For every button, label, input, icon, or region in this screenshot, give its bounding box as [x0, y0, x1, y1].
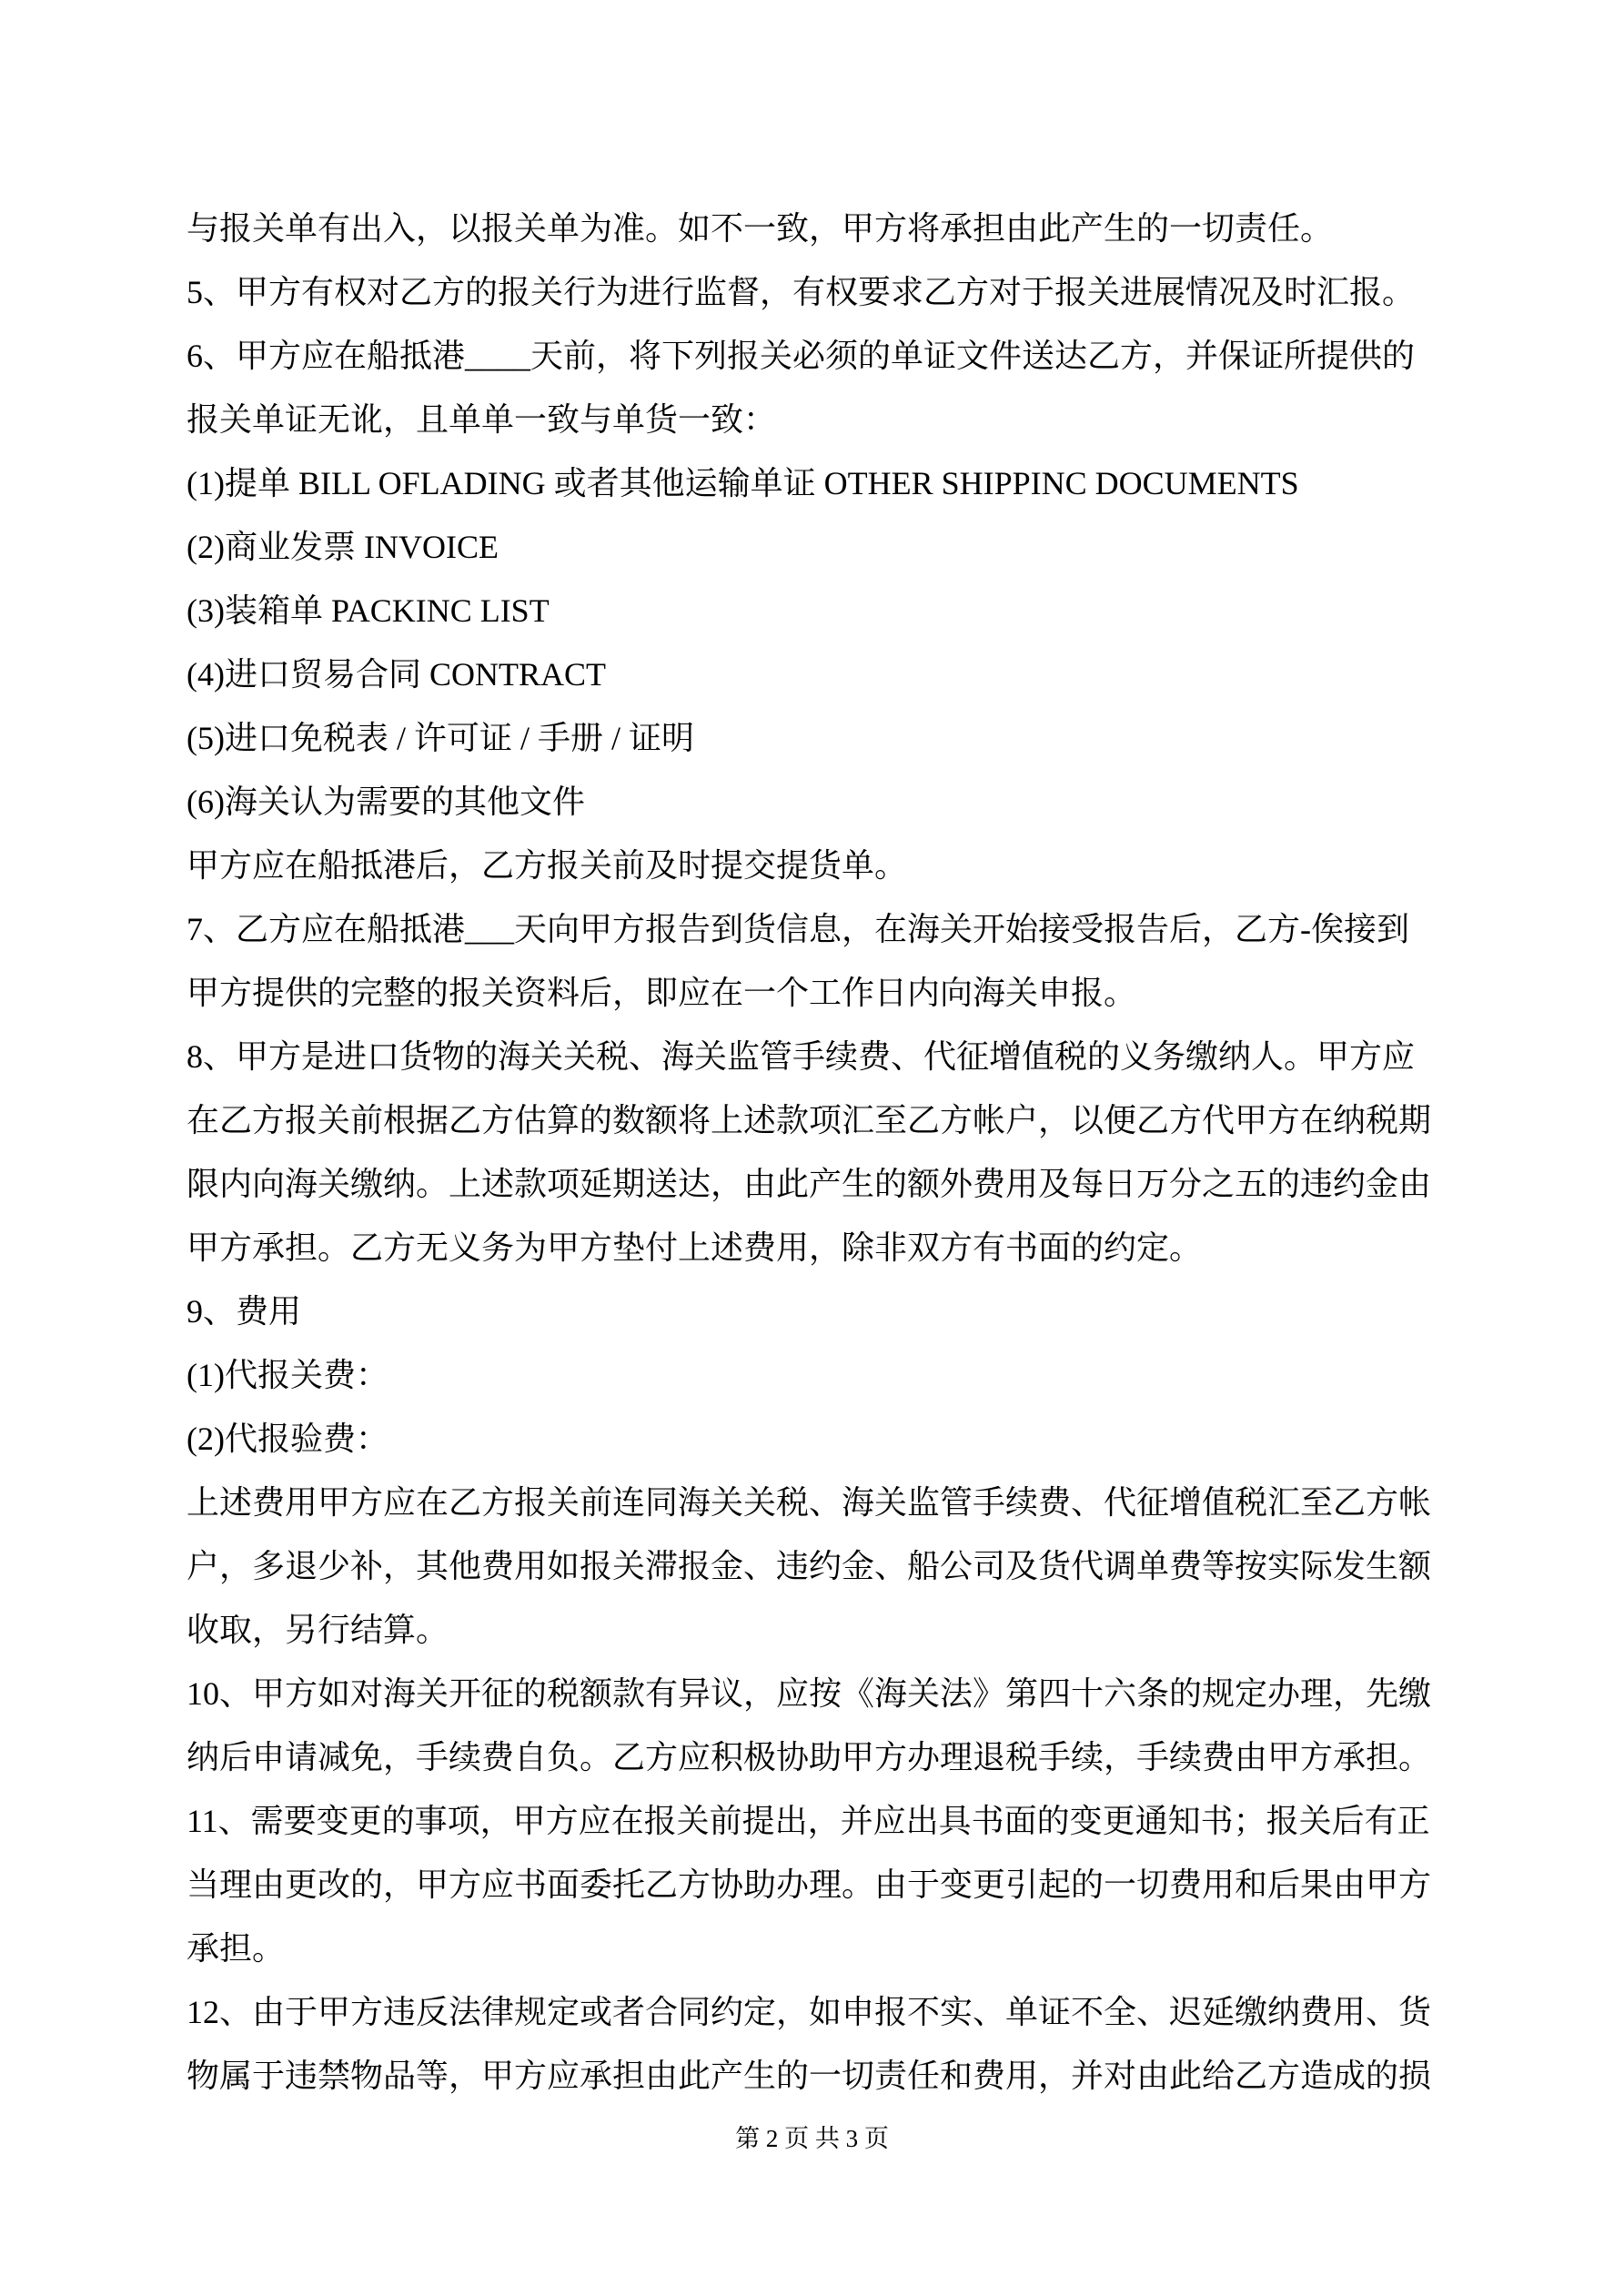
text-line: 5、甲方有权对乙方的报关行为进行监督，有权要求乙方对于报关进展情况及时汇报。 [187, 274, 1416, 310]
text-line: 承担。 [187, 1930, 286, 1967]
text-line: 8、甲方是进口货物的海关关税、海关监管手续费、代征增值税的义务缴纳人。甲方应 [187, 1038, 1416, 1075]
page-number-footer: 第 2 页 共 3 页 [735, 2125, 889, 2152]
text-line: 6、甲方应在船抵港____天前，将下列报关必须的单证文件送达乙方，并保证所提供的 [187, 338, 1416, 374]
text-line: 收取，另行结算。 [187, 1612, 449, 1648]
text-line: 甲方提供的完整的报关资料后，即应在一个工作日内向海关申报。 [187, 975, 1137, 1011]
text-line: 报关单证无讹，且单单一致与单货一致： [187, 401, 777, 438]
text-line: 纳后申请减免，手续费自负。乙方应积极协助甲方办理退税手续，手续费由甲方承担。 [187, 1739, 1432, 1775]
text-line: (2)代报验费： [187, 1421, 388, 1457]
text-line: 上述费用甲方应在乙方报关前连同海关关税、海关监管手续费、代征增值税汇至乙方帐 [187, 1484, 1432, 1521]
text-line: (3)装箱单 PACKINC LIST [187, 592, 550, 629]
contract-text-block [187, 197, 1497, 2108]
text-line: 甲方应在船抵港后，乙方报关前及时提交提货单。 [187, 847, 908, 884]
text-line: (1)提单 BILL OFLADING 或者其他运输单证 OTHER SHIPPINC DOCUMENTS [187, 465, 1299, 501]
text-line: 在乙方报关前根据乙方估算的数额将上述款项汇至乙方帐户，以便乙方代甲方在纳税期 [187, 1102, 1432, 1138]
text-line: 与报关单有出入，以报关单为准。如不一致，甲方将承担由此产生的一切责任。 [187, 210, 1334, 247]
text-line: (5)进口免税表 / 许可证 / 手册 / 证明 [187, 720, 694, 756]
text-line: (2)商业发票 INVOICE [187, 529, 499, 565]
text-line: 7、乙方应在船抵港___天向甲方报告到货信息，在海关开始接受报告后，乙方-俟接到 [187, 911, 1409, 947]
text-line: 10、甲方如对海关开征的税额款有异议，应按《海关法》第四十六条的规定办理，先缴 [187, 1675, 1432, 1712]
text-line: 12、由于甲方违反法律规定或者合同约定，如申报不实、单证不全、迟延缴纳费用、货 [187, 1994, 1432, 2030]
text-line: 11、需要变更的事项，甲方应在报关前提出，并应出具书面的变更通知书；报关后有正 [187, 1803, 1430, 1839]
text-line: (1)代报关费： [187, 1357, 388, 1393]
text-line: (4)进口贸易合同 CONTRACT [187, 656, 606, 693]
text-line: 物属于违禁物品等，甲方应承担由此产生的一切责任和费用，并对由此给乙方造成的损 [187, 2058, 1432, 2094]
text-line: 9、费用 [187, 1293, 302, 1330]
text-line: 限内向海关缴纳。上述款项延期送达，由此产生的额外费用及每日万分之五的违约金由 [187, 1166, 1432, 1202]
text-line: (6)海关认为需要的其他文件 [187, 784, 585, 820]
text-line: 当理由更改的，甲方应书面委托乙方协助办理。由于变更引起的一切费用和后果由甲方 [187, 1866, 1432, 1903]
text-line: 甲方承担。乙方无义务为甲方垫付上述费用，除非双方有书面的约定。 [187, 1229, 1203, 1266]
text-line: 户，多退少补，其他费用如报关滞报金、违约金、船公司及货代调单费等按实际发生额 [187, 1548, 1432, 1584]
